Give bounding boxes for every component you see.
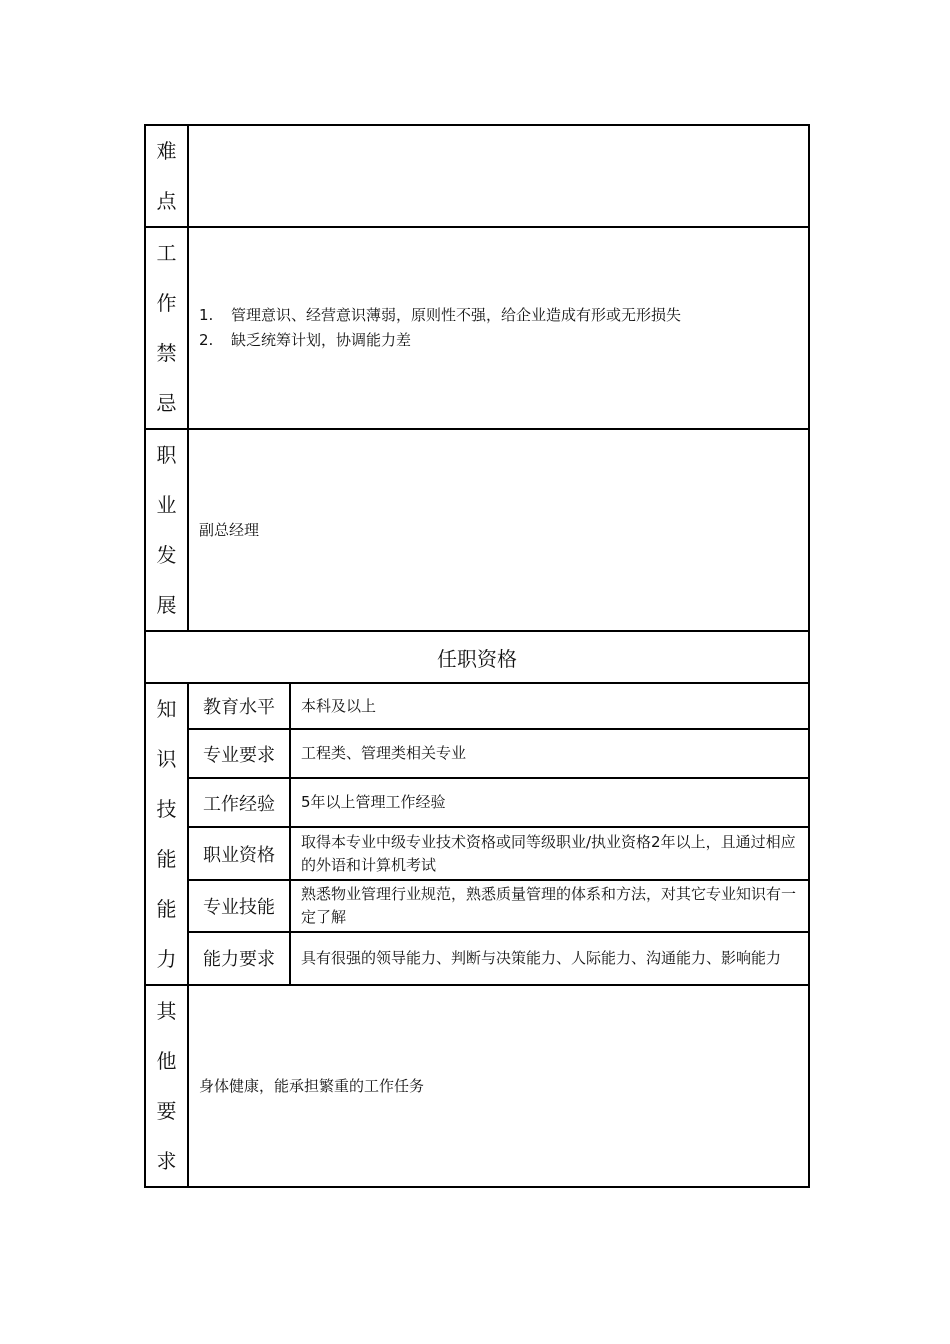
qualification-row — [145, 729, 809, 778]
professional-qualification-value: 取得本专业中级专业技术资格或同等级职业/执业资格2年以上，且通过相应的外语和计算机考试 — [290, 827, 809, 879]
experience-label: 工作经验 — [188, 778, 290, 827]
ability-requirements-value: 具有很强的领导能力、判断与决策能力、人际能力、沟通能力、影响能力 — [290, 932, 809, 985]
other-requirements-content: 身体健康，能承担繁重的工作任务 — [188, 985, 809, 1187]
work-prohibitions-content — [188, 227, 809, 429]
professional-skills-value: 熟悉物业管理行业规范，熟悉质量管理的体系和方法，对其它专业知识有一定了解 — [290, 880, 809, 932]
list-item: 1. 管理意识、经营意识薄弱，原则性不强，给企业造成有形或无形损失 — [199, 306, 682, 324]
qualification-row — [145, 932, 809, 985]
prohibitions-list — [199, 303, 798, 353]
work-prohibitions-row — [145, 227, 809, 429]
education-label: 教育水平 — [188, 683, 290, 729]
difficulty-row — [145, 125, 809, 227]
qualifications-title: 任职资格 — [145, 631, 809, 683]
major-label: 专业要求 — [188, 729, 290, 778]
career-development-label: 职 业 发 展 — [145, 429, 188, 631]
qualifications-title-row — [145, 631, 809, 683]
career-development-row — [145, 429, 809, 631]
difficulty-content — [188, 125, 809, 227]
ability-requirements-label: 能力要求 — [188, 932, 290, 985]
professional-skills-label: 专业技能 — [188, 880, 290, 932]
qualification-row — [145, 827, 809, 879]
difficulty-label: 难 点 — [145, 125, 188, 227]
work-prohibitions-label: 工 作 禁 忌 — [145, 227, 188, 429]
education-value: 本科及以上 — [290, 683, 809, 729]
career-development-content: 副总经理 — [188, 429, 809, 631]
other-requirements-row — [145, 985, 809, 1187]
list-item: 2. 缺乏统筹计划，协调能力差 — [199, 331, 412, 349]
other-requirements-label: 其 他 要 求 — [145, 985, 188, 1187]
professional-qualification-label: 职业资格 — [188, 827, 290, 879]
qualification-row — [145, 880, 809, 932]
job-description-table — [144, 124, 810, 1188]
qualification-row — [145, 683, 809, 729]
knowledge-skills-label: 知 识 技 能 能 力 — [145, 683, 188, 985]
qualification-row — [145, 778, 809, 827]
major-value: 工程类、管理类相关专业 — [290, 729, 809, 778]
experience-value: 5年以上管理工作经验 — [290, 778, 809, 827]
